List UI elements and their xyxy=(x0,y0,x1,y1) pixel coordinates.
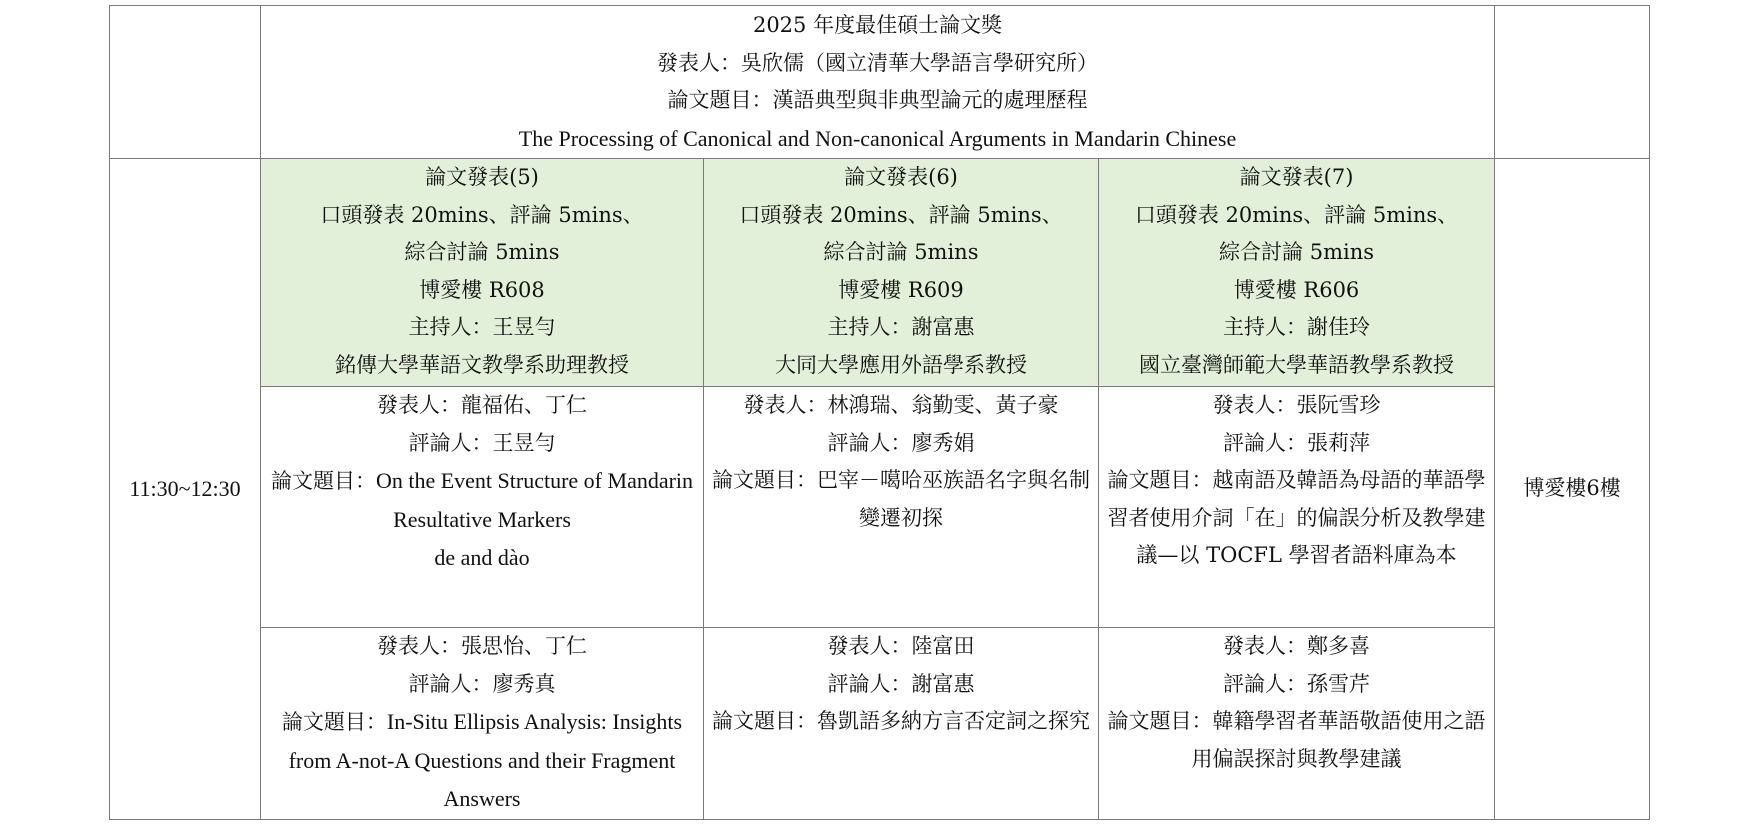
session-5-header xyxy=(261,159,704,387)
paper-title-label: 論文題目： xyxy=(712,709,817,733)
session-format-cont: 綜合討論 5mins xyxy=(404,240,560,264)
paper-presenter: 發表人：張思怡、丁仁 xyxy=(377,634,587,658)
session-header-row xyxy=(110,159,1650,387)
paper-presenter: 發表人：鄭多喜 xyxy=(1223,634,1371,658)
paper-discussant: 評論人：謝富惠 xyxy=(827,671,975,696)
award-thesis-title-en: The Processing of Canonical and Non-canonical Arguments in Mandarin Chinese xyxy=(518,125,1237,151)
paper-presenter: 發表人：張阮雪珍 xyxy=(1212,393,1381,417)
paper-row xyxy=(110,628,1650,820)
paper-title xyxy=(1105,462,1488,575)
session-format: 口頭發表 20mins、評論 5mins、 xyxy=(1134,202,1459,227)
session-title: 論文發表(7) xyxy=(1239,165,1354,189)
session-chair-affiliation: 大同大學應用外語學系教授 xyxy=(775,352,1027,377)
session-format: 口頭發表 20mins、評論 5mins、 xyxy=(320,202,644,227)
paper-discussant: 評論人：廖秀真 xyxy=(408,671,556,696)
paper-title-label: 論文題目： xyxy=(281,710,387,734)
session-room: 博愛樓 R606 xyxy=(1233,277,1360,302)
session-format-cont: 綜合討論 5mins xyxy=(1219,240,1374,264)
paper-title xyxy=(1105,703,1488,778)
paper-discussant: 評論人：張莉萍 xyxy=(1223,430,1371,455)
schedule-table xyxy=(109,5,1650,820)
paper-title-label: 論文題目： xyxy=(1107,709,1213,733)
session-chair-affiliation: 銘傳大學華語文教學系助理教授 xyxy=(335,352,629,377)
session-6-paper-1 xyxy=(704,387,1099,628)
session-chair: 主持人：謝佳玲 xyxy=(1223,315,1371,339)
paper-title-label: 論文題目： xyxy=(1107,468,1213,492)
paper-discussant: 評論人：孫雪芹 xyxy=(1223,671,1371,696)
paper-title-text-cont: de and dào xyxy=(434,545,530,570)
session-7-paper-2 xyxy=(1099,628,1495,820)
paper-title xyxy=(267,462,697,539)
paper-title-text: 韓籍學習者華語敬語使用之語用偏誤探討與教學建議 xyxy=(1191,709,1486,771)
session-chair: 主持人：謝富惠 xyxy=(827,315,975,339)
session-7-paper-1 xyxy=(1099,387,1495,628)
paper-title-text: On the Event Structure of Mandarin Resultative Markers xyxy=(375,468,694,532)
paper-row xyxy=(110,387,1650,628)
session-title: 論文發表(6) xyxy=(844,165,958,189)
session-room: 博愛樓 R608 xyxy=(419,277,545,302)
session-6-paper-2 xyxy=(704,628,1099,820)
award-title: 2025 年度最佳碩士論文獎 xyxy=(752,13,1003,37)
award-time-cell xyxy=(110,6,261,159)
session-5-paper-1 xyxy=(261,387,704,628)
paper-discussant: 評論人：廖秀娟 xyxy=(827,430,975,455)
session-5-paper-2 xyxy=(261,628,704,820)
session-format: 口頭發表 20mins、評論 5mins、 xyxy=(739,202,1063,227)
paper-presenter: 發表人：陸富田 xyxy=(827,634,975,658)
paper-title xyxy=(710,703,1092,741)
award-thesis-title-zh: 論文題目：漢語典型與非典型論元的處理歷程 xyxy=(667,88,1088,112)
venue: 博愛樓6樓 xyxy=(1495,159,1650,820)
award-venue-cell xyxy=(1495,6,1650,159)
session-format-cont: 綜合討論 5mins xyxy=(823,240,979,264)
session-title: 論文發表(5) xyxy=(425,165,539,189)
paper-title xyxy=(710,462,1092,537)
time-slot: 11:30~12:30 xyxy=(110,159,261,820)
paper-title-label: 論文題目： xyxy=(712,468,817,492)
award-cell xyxy=(261,6,1495,159)
session-room: 博愛樓 R609 xyxy=(838,277,964,302)
session-chair-affiliation: 國立臺灣師範大學華語教學系教授 xyxy=(1139,352,1455,377)
award-presenter: 發表人：吳欣儒（國立清華大學語言學研究所） xyxy=(657,50,1099,75)
paper-title-label: 論文題目： xyxy=(270,469,376,493)
paper-presenter: 發表人：林鴻瑞、翁勤雯、黃子豪 xyxy=(743,393,1059,417)
session-6-header xyxy=(704,159,1099,387)
award-row xyxy=(110,6,1650,159)
paper-title xyxy=(267,703,697,819)
paper-title-text: 越南語及韓語為母語的華語學習者使用介詞「在」的偏誤分析及教學建議—以 TOCFL 學習者語料庫為本 xyxy=(1107,468,1486,567)
paper-discussant: 評論人：王昱勻 xyxy=(408,430,556,455)
paper-title-text: 魯凱語多納方言否定詞之探究 xyxy=(817,709,1090,733)
paper-title-text: In-Situ Ellipsis Analysis: Insights from A-not-A Questions and their Fragment Answers xyxy=(288,709,683,811)
session-7-header xyxy=(1099,159,1495,387)
session-chair: 主持人：王昱勻 xyxy=(408,315,556,339)
paper-presenter: 發表人：龍福佑、丁仁 xyxy=(377,393,587,417)
paper-title-text: 巴宰－噶哈巫族語名字與名制變遷初探 xyxy=(817,468,1090,530)
